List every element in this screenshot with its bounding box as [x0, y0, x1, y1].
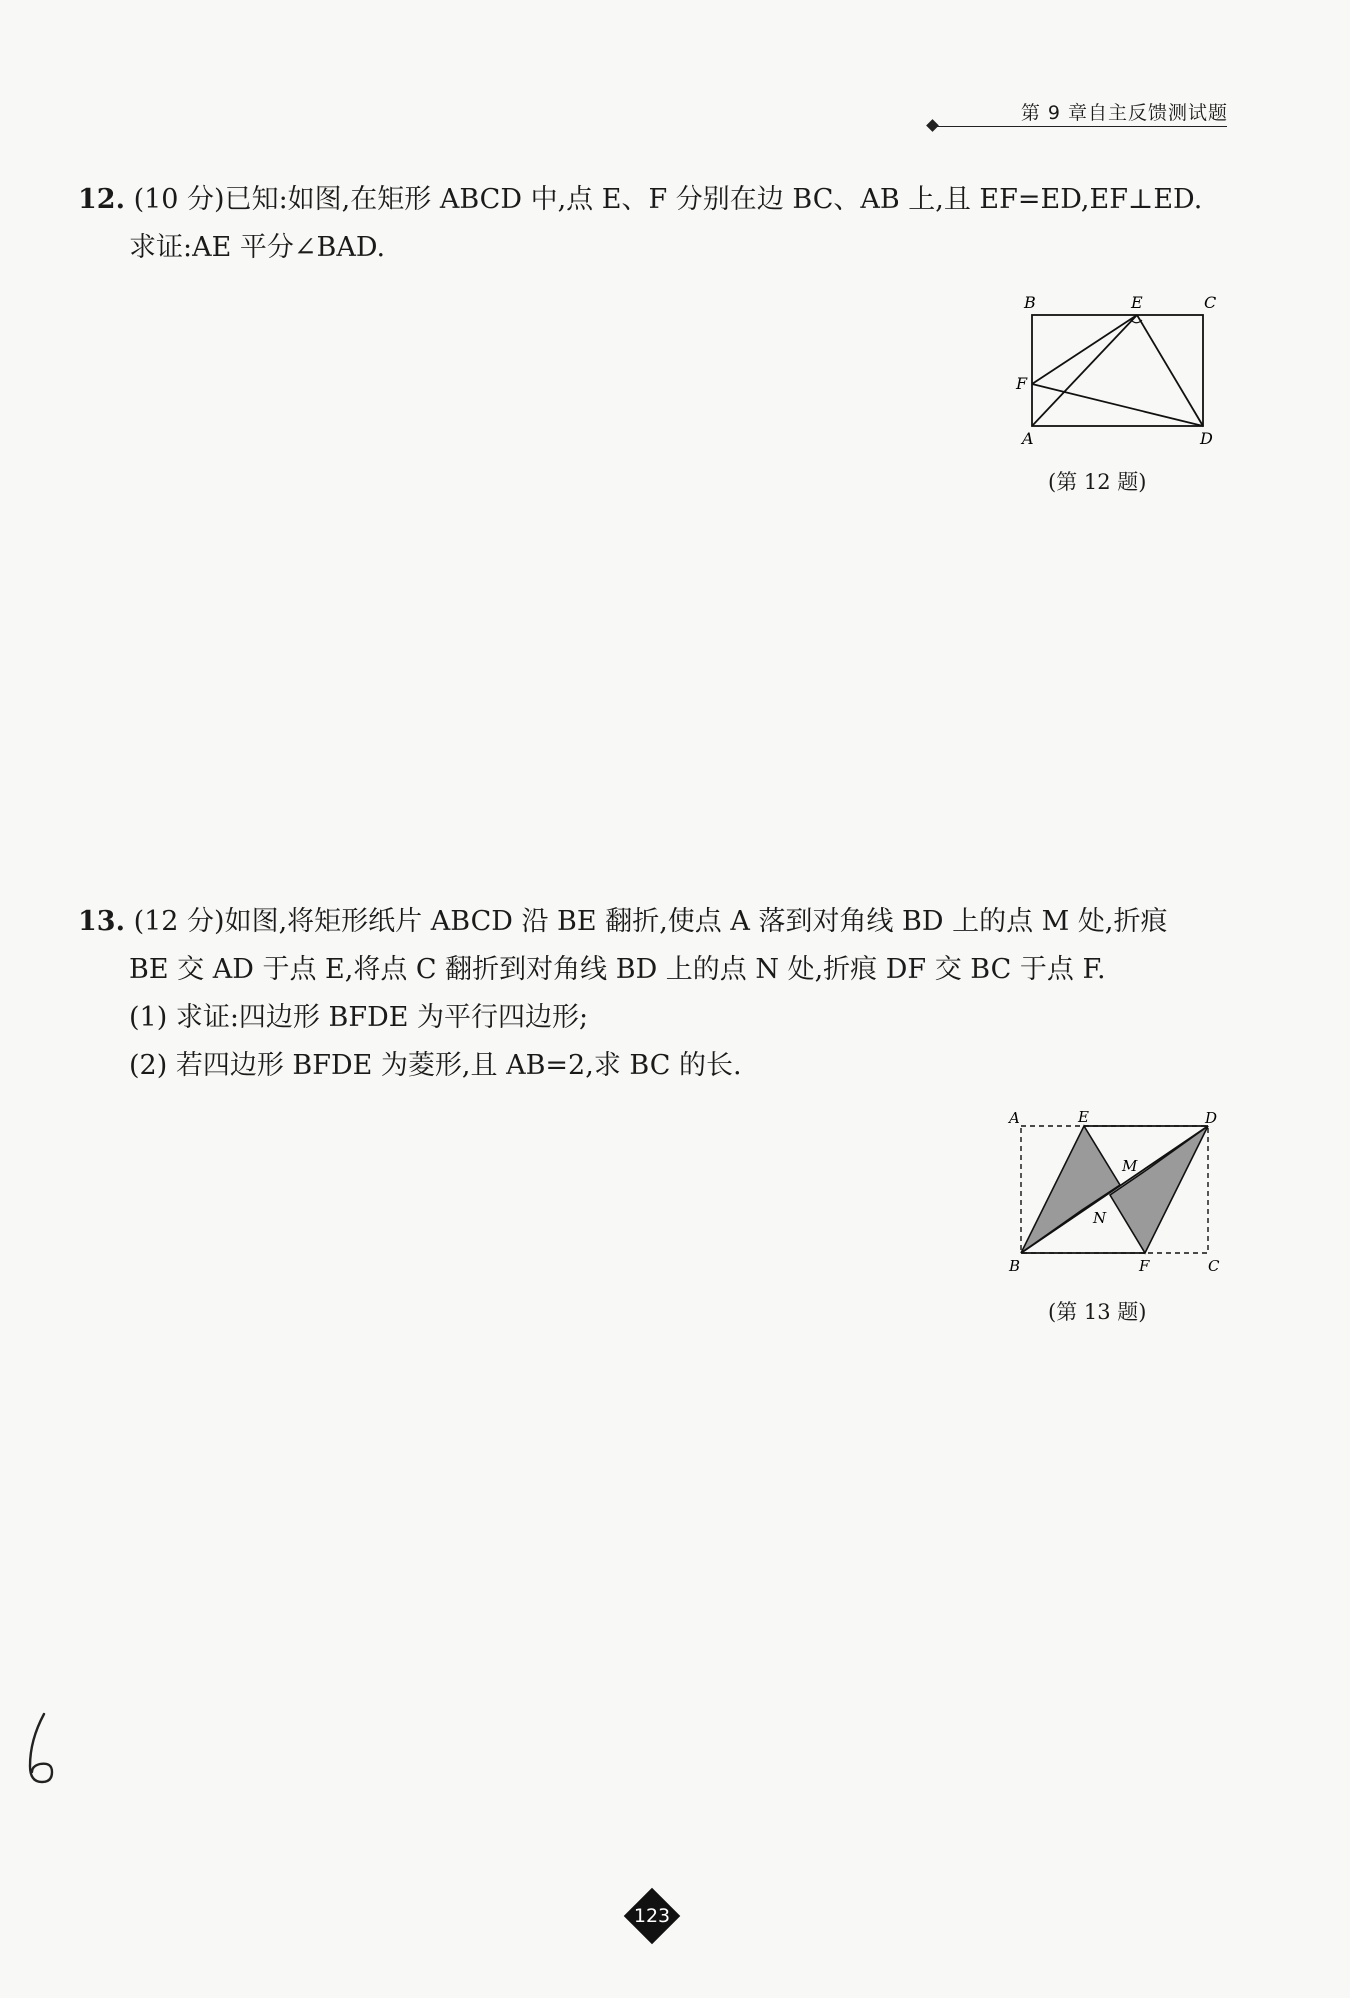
label-b: B — [1024, 293, 1036, 312]
diagonal-bd — [1021, 1126, 1208, 1253]
question-13 — [78, 898, 1258, 1090]
question-13-part2: (2) 若四边形 BFDE 为菱形,且 AB=2,求 BC 的长. — [129, 1050, 742, 1081]
question-12 — [78, 176, 1258, 272]
label-f: F — [1139, 1257, 1150, 1275]
label-d: D — [1200, 429, 1213, 448]
question-12-line1: (10 分)已知:如图,在矩形 ABCD 中,点 E、F 分别在边 BC、AB 上,且 EF=ED,EF⊥ED. — [133, 184, 1203, 215]
segment-ed — [1137, 315, 1203, 426]
folded-triangle-dnf — [1110, 1126, 1208, 1253]
segment-ae — [1032, 315, 1137, 426]
question-12-line2: 求证:AE 平分∠BAD. — [129, 232, 386, 263]
header-diamond-icon — [926, 119, 939, 132]
question-13-line2: BE 交 AD 于点 E,将点 C 翻折到对角线 BD 上的点 N 处,折痕 DF 交 BC 于点 F. — [129, 954, 1106, 985]
label-a: A — [1022, 429, 1034, 448]
header-rule — [935, 126, 1227, 127]
label-c: C — [1204, 293, 1217, 312]
label-m: M — [1122, 1157, 1138, 1175]
figure-12 — [1010, 288, 1230, 452]
rect-abcd — [1032, 315, 1203, 426]
chapter-header: 第 9 章自主反馈测试题 — [1020, 102, 1228, 124]
folded-triangle-bme — [1021, 1126, 1120, 1253]
label-n: N — [1093, 1209, 1107, 1227]
label-f: F — [1016, 374, 1028, 393]
label-d: D — [1205, 1109, 1218, 1127]
figure-12-caption: (第 12 题) — [1048, 470, 1147, 494]
label-e: E — [1131, 293, 1143, 312]
page-number: 123 — [633, 1905, 671, 1927]
figure-13 — [1005, 1105, 1230, 1279]
label-c: C — [1208, 1257, 1220, 1275]
question-13-line1: (12 分)如图,将矩形纸片 ABCD 沿 BE 翻折,使点 A 落到对角线 BD 上的点 M 处,折痕 — [133, 906, 1168, 937]
handwritten-mark-icon — [20, 1710, 60, 1794]
question-12-number: 12. — [78, 184, 125, 215]
segment-fe — [1032, 315, 1137, 384]
label-a: A — [1009, 1109, 1020, 1127]
label-e: E — [1078, 1108, 1089, 1126]
page-number-badge — [624, 1888, 680, 1944]
figure-13-caption: (第 13 题) — [1048, 1300, 1147, 1324]
segment-fd — [1032, 384, 1203, 426]
label-b: B — [1009, 1257, 1021, 1275]
question-13-number: 13. — [78, 906, 125, 937]
question-13-part1: (1) 求证:四边形 BFDE 为平行四边形; — [129, 1002, 589, 1033]
